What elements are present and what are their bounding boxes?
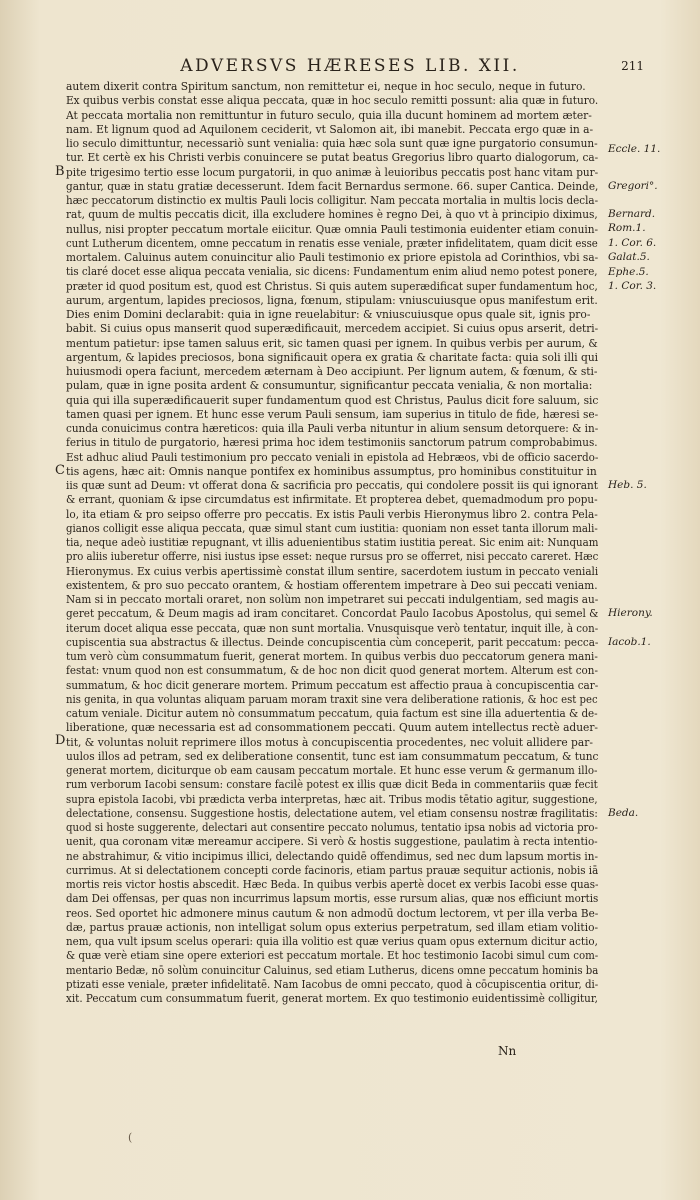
text-line: mentario Bedæ, nō solùm conuincitur Caluinus, sed etiam Lutherus, dicens omne peccatum hominis ba <box>66 963 598 977</box>
text-line: & quæ verè etiam sine opere exteriori est peccatum mortale. Et hoc testimonio Iacobi simul cum com- <box>66 949 598 963</box>
text-line: festat: vnum quod non est consummatum, & de hoc non dicit quod generat mortem. Alterum est con- <box>66 664 598 678</box>
text-line: delectatione, consensu. Suggestione hostis, delectatione autem, vel etiam consensu nostræ fragilitatis: <box>66 806 598 820</box>
text-line: dæ, partus prauæ actionis, non intelligat solum opus exterius perpetratum, sed illam etiam volitio- <box>66 920 598 934</box>
text-line: existentem, & pro suo peccato orantem, & hostiam offerentem impetrare à Deo sui peccati veniam. <box>66 578 598 592</box>
text-line: catum veniale. Dicitur autem nò consummatum peccatum, quia factum est sine illa aduertentia & de- <box>66 707 598 720</box>
text-line: pulam, quæ in igne posita ardent & consumuntur, significantur peccata venialia, & non mortalia: <box>66 379 593 393</box>
text-line: mentum patietur: ipse tamen saluus erit, sic tamen quasi per ignem. In quibus verbis per aurum, & <box>66 336 598 350</box>
text-line: Nam si in peccato mortali oraret, non solùm non impetraret sui peccati indulgentiam, sed magis au- <box>66 593 598 606</box>
text-line: quod si hoste suggerente, delectari aut consentire peccato nolumus, tentatio ipsa nobis ad victoria pro- <box>66 821 598 834</box>
text-line: At peccata mortalia non remittuntur in futuro seculo, quia illa ducunt hominem ad mortem æter- <box>66 108 592 122</box>
margin-note-rom: Rom.1. <box>608 222 646 234</box>
text-line: Est adhuc aliud Pauli testimonium pro peccato veniali in epistola ad Hebræos, vbi de officio sacerdo- <box>66 450 599 464</box>
text-line: xit. Peccatum cum consummatum fuerit, generat mortem. Ex quo testimonio euidentissimè colligitur, <box>66 992 598 1005</box>
text-line: tit, & voluntas noluit reprimere illos motus à concupiscentia procedentes, nec voluit allidere par- <box>66 735 593 749</box>
margin-note-gregorius: Gregori°. <box>608 180 658 192</box>
section-letter-c: C <box>55 463 65 478</box>
text-line: ptizati esse veniale, præter infidelitatē. Nam Iacobus de omni peccato, quod à cōcupiscentia oritur, di- <box>66 977 598 991</box>
text-line: summatum, & hoc dicit generare mortem. Primum peccatum est affectio praua à concupiscentia car- <box>66 678 598 692</box>
text-line: mortis reis victor hostis abscedit. Hæc Beda. In quibus verbis apertè docet ex verbis Iacobi esse quas- <box>66 878 599 891</box>
text-line: liberatione, quæ necessaria est ad consommationem peccati. Quum autem intellectus rectè aduer- <box>66 721 599 735</box>
text-line: præter id quod positum est, quod est Christus. Si quis autem superædificat super fundamentum hoc, <box>66 279 598 293</box>
text-line: nam. Et lignum quod ad Aquilonem ceciderit, vt Salomon ait, ibi manebit. Peccata ergo quæ in a- <box>66 122 594 136</box>
text-line: tis agens, hæc ait: Omnis nanque pontifex ex hominibus assumptus, pro hominibus constituitur in <box>66 464 597 478</box>
text-line: cunda conuicimus contra hæreticos: quia illa Pauli verba nituntur in alium sensum detorquere: & in- <box>66 422 599 435</box>
text-line: argentum, & lapides preciosos, bona significauit opera ex gratia & charitate facta: quia soli illi qui <box>66 350 599 364</box>
text-line: tum verò cùm consummatum fuerit, generat mortem. In quibus verbis duo peccatorum genera mani- <box>66 650 598 663</box>
margin-note-ephe: Ephe.5. <box>608 266 649 278</box>
text-line: reos. Sed oportet hic admonere minus cautum & non admodū doctum lectorem, vt per illa verba Be- <box>66 906 598 920</box>
text-line: cupiscentia sua abstractus & illectus. Deinde concupiscentia cùm conceperit, parit peccatum: pecca- <box>66 635 598 649</box>
text-line: nis genita, in qua voluntas aliquam paruam moram traxit sine vera deliberatione rationis, & hoc est pec <box>66 692 598 706</box>
text-line: nem, qua vult ipsum scelus operari: quia illa volitio est quæ verius quam opus externum dicitur actio, <box>66 935 598 948</box>
text-line: lo, ita etiam & pro seipso offerre pro peccatis. Ex istis Pauli verbis Hieronymus libro 2. contra Pela- <box>66 507 598 521</box>
text-line: cunt Lutherum dicentem, omne peccatum in renatis esse veniale, præter infidelitatem, quam dicit esse <box>66 236 598 250</box>
body-text <box>66 80 598 1006</box>
margin-note-hierony: Hierony. <box>608 607 653 619</box>
text-line: tia, neque adeò iustitiæ repugnant, vt illis aduenientibus statim iustitia pereat. Sic enim ait: Nunquam <box>66 536 598 549</box>
margin-note-galat: Galat.5. <box>608 251 650 263</box>
margin-note-eccle: Eccle. 11. <box>608 143 661 155</box>
page-header <box>0 56 700 82</box>
margin-note-iacob: Iacob.1. <box>608 636 651 648</box>
text-line: gantur, quæ in statu gratiæ decesserunt. Idem facit Bernardus sermone. 66. super Cantica. Deinde, <box>66 179 598 193</box>
stray-mark: ( <box>128 1131 133 1144</box>
running-title: ADVERSVS HÆRESES LIB. XII. <box>180 56 520 76</box>
text-line: Dies enim Domini declarabit: quia in igne reuelabitur: & vniuscuiusque opus quale sit, ignis pro- <box>66 308 591 321</box>
text-line: geret peccatum, & Deum magis ad iram concitaret. Concordat Paulo Iacobus Apostolus, qui semel & <box>66 607 599 621</box>
section-letter-d: D <box>55 733 66 748</box>
text-line: quia qui illa superædificauerit super fundamentum quod est Christus, Paulus dicit fore saluum, sic <box>66 393 599 407</box>
text-line: uenit, qua coronam vitæ mereamur accipere. Si verò & hostis suggestione, paulatim à recta intentio- <box>66 835 598 849</box>
text-line: babit. Si cuius opus manserit quod superædificauit, mercedem accipiet. Si cuius opus arserit, detri- <box>66 322 599 336</box>
section-letter-b: B <box>55 164 65 179</box>
text-line: & errant, quoniam & ipse circumdatus est infirmitate. Et propterea debet, quemadmodum pro popu- <box>66 493 598 507</box>
text-line: Ex quibus verbis constat esse aliqua peccata, quæ in hoc seculo remitti possunt: alia quæ in futuro. <box>66 94 599 108</box>
text-line: currimus. At si delectationem concepti corde facinoris, etiam partus prauæ sequitur actionis, nobis iā <box>66 863 599 877</box>
text-line: Hieronymus. Ex cuius verbis apertissimè constat illum sentire, sacerdotem iustum in peccato veniali <box>66 564 599 578</box>
margin-note-heb: Heb. 5. <box>608 479 647 491</box>
text-line: mortalem. Caluinus autem conuincitur alio Pauli testimonio ex priore epistola ad Corinthios, vbi sa- <box>66 251 599 264</box>
page-number: 211 <box>621 59 644 73</box>
text-line: lio seculo dimittuntur, necessariò sunt venialia: quia hæc sola sunt quæ igne purgatorio consumun- <box>66 137 598 150</box>
text-line: iterum docet aliqua esse peccata, quæ non sunt mortalia. Vnusquisque verò tentatur, inquit ille, à con- <box>66 621 598 635</box>
text-line: ferius in titulo de purgatorio, hæresi prima hoc idem testimoniis sanctorum patrum comprobabimus. <box>66 436 598 450</box>
catchword: Nn <box>498 1044 517 1058</box>
text-line: huiusmodi opera faciunt, mercedem æternam à Deo accipiunt. Per lignum autem, & fœnum, & sti- <box>66 365 598 378</box>
text-line: tis claré docet esse aliqua peccata venialia, sic dicens: Fundamentum enim aliud nemo potest ponere, <box>66 265 598 279</box>
text-line: rat, quum de multis peccatis dicit, illa excludere homines è regno Dei, à quo vt à principio diximus, <box>66 208 598 222</box>
margin-note-cor3: 1. Cor. 3. <box>608 280 657 292</box>
text-line: nullus, nisi propter peccatum mortale eiicitur. Quæ omnia Pauli testimonia euidenter etiam conuin- <box>66 222 598 236</box>
text-line: dam Dei offensas, per quas non incurrimus lapsum mortis, esse rursum alias, quæ nos efficiunt mortis <box>66 892 599 906</box>
text-line: tamen quasi per ignem. Et hunc esse verum Pauli sensum, iam superius in titulo de fide, hæresi se- <box>66 407 598 421</box>
text-line: supra epistola Iacobi, vbi prædicta verba interpretas, hæc ait. Tribus modis tētatio agitur, suggestione, <box>66 792 598 806</box>
text-line: hæc peccatorum distinctio ex multis Pauli locis colligitur. Nam peccata mortalia in multis locis decla- <box>66 194 598 207</box>
text-line: iis quæ sunt ad Deum: vt offerat dona & sacrificia pro peccatis, qui condolere possit iis qui ignorant <box>66 479 598 492</box>
margin-note-cor6: 1. Cor. 6. <box>608 237 657 249</box>
text-line: pro aliis iuberetur offerre, nisi iustus ipse esset: neque rursus pro se offerret, nisi peccato careret. Hæc <box>66 550 599 564</box>
text-line: ne abstrahimur, & vitio incipimus illici, delectando quidē offendimus, sed nec dum lapsum mortis in- <box>66 849 598 863</box>
text-line: generat mortem, diciturque ob eam causam peccatum mortale. Et hunc esse verum & germanum illo- <box>66 764 598 777</box>
text-line: rum verborum Iacobi sensum: constare facilè potest ex illis quæ dicit Beda in commentariis quæ fecit <box>66 778 598 792</box>
text-line: autem dixerit contra Spiritum sanctum, non remittetur ei, neque in hoc seculo, neque in futuro. <box>66 80 586 93</box>
text-line: aurum, argentum, lapides preciosos, ligna, fœnum, stipulam: vniuscuiusque opus manifestum erit. <box>66 293 598 307</box>
text-line: uulos illos ad petram, sed ex deliberatione consentit, tunc est iam consummatum peccatum, & tunc <box>66 749 599 763</box>
margin-note-beda: Beda. <box>608 807 639 819</box>
text-line: pite trigesimo tertio esse locum purgatorii, in quo animæ à leuioribus peccatis post hanc vitam pur- <box>66 165 598 179</box>
margin-note-bernard: Bernard. <box>608 208 656 220</box>
text-line: gianos colligit esse aliqua peccata, quæ simul stant cum iustitia: quoniam non esset tanta illorum mali- <box>66 521 598 535</box>
text-line: tur. Et certè ex his Christi verbis conuincere se putat beatus Gregorius libro quarto dialogorum, ca- <box>66 151 599 165</box>
